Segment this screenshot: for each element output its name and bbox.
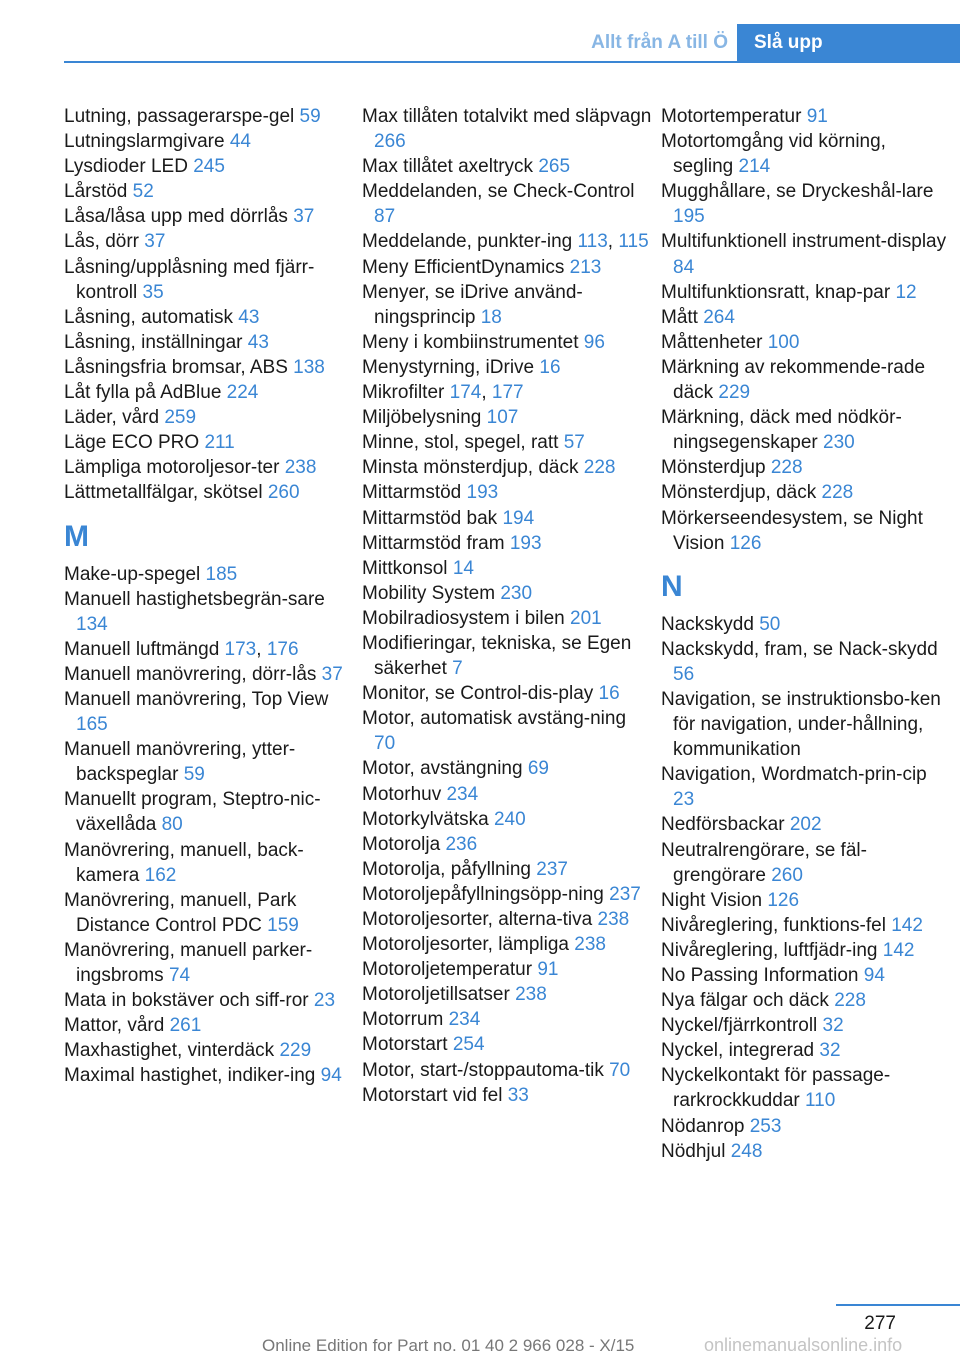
index-entry — [362, 1083, 652, 1108]
index-entry — [362, 506, 652, 531]
index-entry — [362, 355, 652, 380]
index-entry-term: Mattor, vård — [64, 1015, 165, 1037]
index-entry — [64, 204, 354, 229]
index-entry-term: Manövrering, manuell, Park Distance Control PDC — [64, 889, 297, 936]
index-entry — [362, 154, 652, 179]
index-entry-term: Manuellt program, Steptro-nic-växellåda — [64, 789, 321, 836]
index-entry-term: Motorolja — [362, 833, 441, 855]
index-entry — [362, 782, 652, 807]
index-entry — [362, 531, 652, 556]
index-entry-term: Mikrofilter — [362, 382, 445, 404]
index-entry — [362, 1007, 652, 1032]
page-link[interactable]: 113 — [577, 231, 608, 253]
index-entry-term: Manuell manövrering, dörr-lås — [64, 663, 317, 685]
index-entry-term: Motoroljetemperatur — [362, 959, 533, 981]
header-tab[interactable]: Slå upp — [737, 24, 960, 62]
index-entry — [362, 455, 652, 480]
index-entry-term: Menyer, se iDrive använd-ningsprincip — [362, 281, 583, 328]
page-link[interactable]: 50 — [759, 613, 781, 635]
watermark: onlinemanualsonline.info — [704, 1335, 903, 1355]
page-link[interactable]: 126 — [767, 889, 800, 911]
index-entry-term: Mobilradiosystem i bilen — [362, 607, 565, 629]
page-link[interactable]: 91 — [537, 959, 559, 981]
page-link[interactable]: 14 — [452, 557, 474, 579]
index-entry-term: Manuell manövrering, ytter-backspeglar — [64, 739, 296, 786]
index-entry-term: No Passing Information — [661, 965, 859, 986]
page-link[interactable]: 100 — [767, 331, 800, 353]
index-entry-term: Nödhjul — [661, 1140, 726, 1162]
page-link[interactable]: 260 — [267, 482, 300, 504]
index-entry — [64, 405, 354, 430]
index-entry — [661, 762, 951, 812]
index-entry-term: Mugghållare, se Dryckeshål-lare — [661, 181, 934, 203]
index-entry-term: Modifieringar, tekniska, se Egen säkerhet — [362, 632, 632, 680]
index-entry-term: Nivåreglering, luftfjädr-ing — [661, 939, 878, 961]
page-link[interactable]: 260 — [771, 864, 803, 886]
page-link[interactable]: 37 — [293, 206, 315, 228]
index-entry — [661, 838, 951, 888]
index-entry — [661, 480, 951, 505]
page-link[interactable]: 237 — [609, 883, 641, 905]
page-link[interactable]: 87 — [374, 206, 396, 228]
index-entry — [64, 988, 354, 1013]
index-entry — [362, 330, 652, 355]
index-entry — [362, 807, 652, 832]
page-link[interactable]: 236 — [445, 833, 478, 855]
index-entry — [64, 229, 354, 254]
page-link[interactable]: 110 — [805, 1090, 836, 1112]
page-link[interactable]: 195 — [673, 206, 705, 228]
index-entry-term: Motorhuv — [362, 783, 442, 805]
index-entry-term: Multifunktionsratt, knap-par — [661, 281, 891, 303]
index-entry-term: Motor, start-/stoppautoma-tik — [362, 1059, 604, 1081]
page-link[interactable]: 43 — [238, 306, 260, 328]
index-letter-heading: N — [661, 569, 683, 603]
index-entry-term: Manuell hastighetsbegrän-sare — [64, 588, 325, 610]
index-entry-term: Nedförsbackar — [661, 814, 785, 836]
page-link[interactable]: 201 — [570, 607, 602, 629]
index-entry — [661, 405, 951, 455]
page-link[interactable]: 91 — [806, 106, 828, 127]
index-entry — [362, 430, 652, 455]
page-link[interactable]: 69 — [527, 758, 549, 780]
index-column-3 — [661, 104, 951, 1164]
page-link[interactable]: 265 — [538, 156, 571, 178]
index-entry — [64, 355, 354, 380]
index-entry-term: Make-up-spegel — [64, 563, 201, 585]
index-entry — [64, 587, 354, 637]
page-link[interactable]: 176 — [266, 638, 299, 660]
index-entry-term: Motortomgång vid körning, segling — [661, 131, 886, 178]
index-entry-term: Manövrering, manuell, back-kamera — [64, 839, 304, 886]
page-link[interactable]: 162 — [144, 864, 177, 886]
index-entry — [661, 812, 951, 837]
index-entry — [661, 988, 951, 1013]
page-link[interactable]: 202 — [789, 814, 822, 836]
page-link[interactable]: 84 — [673, 256, 695, 278]
page-link[interactable]: 238 — [284, 457, 317, 479]
page-link[interactable]: 230 — [823, 432, 855, 454]
page-link[interactable]: 142 — [891, 914, 923, 936]
index-entry — [362, 882, 652, 907]
index-entry-term: Nackskydd, fram, se Nack-skydd — [661, 638, 938, 660]
page-link[interactable]: 266 — [374, 131, 406, 153]
page-link[interactable]: 194 — [502, 507, 535, 529]
page-link[interactable]: 43 — [247, 331, 269, 353]
page-link[interactable]: 94 — [863, 965, 885, 986]
page-link[interactable]: 238 — [515, 984, 547, 1006]
index-entry — [64, 255, 354, 305]
index-entry-term: Lättmetallfälgar, skötsel — [64, 482, 263, 504]
index-entry-term: Motor, avstängning — [362, 758, 523, 780]
index-entry-term: Låt fylla på AdBlue — [64, 382, 222, 404]
page-link[interactable]: 138 — [293, 356, 325, 378]
index-entry-term: Multifunktionell instrument-display — [661, 231, 947, 253]
index-entry — [64, 179, 354, 204]
page-link[interactable]: 37 — [144, 231, 166, 253]
index-entry — [362, 280, 652, 330]
index-entry — [362, 957, 652, 982]
page-link[interactable]: 234 — [446, 783, 479, 805]
index-entry-term: Mobility System — [362, 582, 496, 604]
index-entry — [661, 280, 951, 305]
index-entry — [661, 305, 951, 330]
page-link[interactable]: 32 — [819, 1040, 841, 1062]
index-entry-term: Mått — [661, 306, 698, 328]
page-number: 277 — [864, 1313, 896, 1334]
index-entry — [64, 787, 354, 837]
index-entry — [661, 104, 951, 129]
index-entry-term: Motor, automatisk avstäng-ning — [362, 708, 627, 730]
index-entry — [64, 888, 354, 938]
page-link[interactable]: 185 — [205, 563, 238, 585]
index-entry — [64, 662, 354, 687]
index-entry — [64, 687, 354, 737]
index-entry — [362, 1058, 652, 1083]
index-entry — [661, 1139, 951, 1164]
index-entry-term: Max tillåten totalvikt med släpvagn — [362, 106, 652, 127]
page-link[interactable]: 94 — [320, 1065, 342, 1087]
index-entry — [64, 104, 354, 129]
page-link[interactable]: 74 — [168, 965, 191, 986]
page-link[interactable]: 224 — [226, 382, 259, 404]
page-link[interactable]: 59 — [299, 106, 321, 127]
page-link[interactable]: 56 — [673, 663, 695, 685]
index-entry — [64, 938, 354, 988]
index-entry — [661, 330, 951, 355]
index-entry-term: Läge ECO PRO — [64, 432, 200, 454]
index-entry — [64, 455, 354, 480]
index-entry-term: Låsning/upplåsning med fjärr-kontroll — [64, 256, 315, 303]
index-entry-term: Mittarmstöd bak — [362, 507, 498, 529]
index-entry — [362, 631, 652, 681]
page-link[interactable]: 238 — [574, 934, 606, 956]
index-entry-term: Mata in bokstäver och siff-ror — [64, 990, 309, 1012]
page-link[interactable]: 228 — [770, 457, 803, 479]
index-entry — [661, 612, 951, 637]
index-entry-term: Nya fälgar och däck — [661, 990, 829, 1012]
page-link[interactable]: 248 — [730, 1140, 763, 1162]
index-entry-term: Lysdioder LED — [64, 156, 188, 178]
page-link[interactable]: 214 — [738, 156, 771, 178]
index-entry-term: Minsta mönsterdjup, däck — [362, 457, 579, 479]
index-entry-term: Mittkonsol — [362, 557, 448, 579]
index-entry — [64, 838, 354, 888]
index-entry — [362, 606, 652, 631]
page-link[interactable]: 52 — [132, 181, 154, 203]
footer-divider — [836, 1304, 960, 1306]
page-link[interactable]: 237 — [536, 858, 568, 880]
page-link[interactable]: 159 — [267, 914, 299, 936]
index-entry — [362, 405, 652, 430]
page-link[interactable]: 33 — [507, 1084, 529, 1106]
header-divider — [64, 61, 960, 63]
index-entry-term: Mörkerseendesystem, se Night Vision — [661, 507, 923, 554]
index-entry — [64, 430, 354, 455]
index-entry — [661, 179, 951, 229]
index-entry — [661, 938, 951, 963]
index-entry-term: Motoroljesorter, alterna-tiva — [362, 909, 593, 930]
index-entry — [362, 756, 652, 781]
index-entry — [64, 1063, 354, 1088]
index-column-1 — [64, 104, 354, 1088]
index-entry-term: Night Vision — [661, 889, 763, 911]
page-link[interactable]: 229 — [279, 1040, 312, 1062]
page-link[interactable]: 238 — [597, 909, 630, 930]
index-entry-term: Manuell manövrering, Top View — [64, 688, 329, 710]
index-entry-term: Nödanrop — [661, 1115, 745, 1137]
page-link[interactable]: 142 — [882, 939, 915, 961]
page-link[interactable]: 115 — [618, 231, 649, 253]
page-link[interactable]: 193 — [509, 532, 542, 554]
index-entry-term: Nivåreglering, funktions-fel — [661, 914, 886, 936]
page-link[interactable]: 230 — [500, 582, 533, 604]
page-link[interactable]: 23 — [313, 990, 336, 1012]
index-entry-term: Motorrum — [362, 1009, 444, 1031]
page-link[interactable]: 23 — [673, 789, 695, 811]
index-letter-heading: M — [64, 519, 89, 553]
index-entry-term: Motoroljepåfyllningsöpp-ning — [362, 883, 604, 905]
index-entry — [661, 888, 951, 913]
index-entry-term: Maxhastighet, vinterdäck — [64, 1040, 275, 1062]
page-link[interactable]: 173 — [224, 638, 257, 660]
index-entry-term: Maximal hastighet, indiker-ing — [64, 1065, 316, 1087]
index-entry-term: Lämpliga motoroljesor-ter — [64, 457, 280, 479]
page-link[interactable]: 59 — [183, 764, 205, 786]
index-entry — [661, 637, 951, 687]
index-entry-term: Motorolja, påfyllning — [362, 858, 531, 880]
index-entry-term: Låsning, automatisk — [64, 306, 233, 328]
index-entry-term: Låsning, inställningar — [64, 331, 243, 353]
page-link[interactable]: 107 — [486, 407, 519, 429]
page-link[interactable]: 261 — [169, 1015, 202, 1037]
index-entry — [362, 681, 652, 706]
page-link[interactable]: 228 — [821, 482, 854, 504]
index-entry-term: Navigation, Wordmatch-prin-cip — [661, 764, 927, 786]
index-entry — [362, 857, 652, 882]
index-entry-term: Märkning av rekommende-rade däck — [661, 356, 926, 404]
page-link[interactable]: 96 — [583, 331, 605, 353]
index-entry — [661, 687, 951, 762]
index-entry-term: Lutningslarmgivare — [64, 131, 225, 153]
page-link[interactable]: 211 — [204, 432, 235, 454]
page-link[interactable]: 240 — [493, 808, 526, 830]
index-entry: Manuell luftmängd 173, 176 — [64, 638, 299, 660]
index-entry — [661, 229, 951, 279]
index-entry-term: Minne, stol, spegel, ratt — [362, 432, 559, 454]
index-entry — [362, 832, 652, 857]
index-entry-term: Monitor, se Control-dis-play — [362, 683, 594, 705]
index-entry-term: Manövrering, manuell parker-ingsbroms — [64, 939, 313, 986]
page-link[interactable]: 126 — [729, 532, 762, 554]
index-entry — [362, 982, 652, 1007]
index-entry — [661, 1013, 951, 1038]
index-entry-term: Nyckelkontakt för passage-rarkrockkuddar — [661, 1065, 891, 1112]
index-entry — [64, 1013, 354, 1038]
page-link[interactable]: 229 — [718, 382, 751, 404]
page-link[interactable]: 228 — [834, 990, 866, 1012]
index-entry: Meddelande, punkter-ing 113, 115 — [362, 231, 649, 253]
index-entry — [661, 355, 951, 405]
index-entry-term: Meddelanden, se Check-Control — [362, 181, 635, 203]
page-link[interactable]: 44 — [229, 131, 251, 153]
index-entry — [661, 1114, 951, 1139]
page-link[interactable]: 7 — [452, 658, 463, 680]
page-link[interactable]: 18 — [480, 306, 502, 328]
index-entry-term: Max tillåtet axeltryck — [362, 156, 534, 178]
page-link[interactable]: 234 — [448, 1009, 481, 1031]
index-entry-term: Nyckel/fjärrkontroll — [661, 1015, 818, 1037]
page-link[interactable]: 12 — [895, 281, 917, 303]
index-entry — [661, 129, 951, 179]
index-entry-term: Miljöbelysning — [362, 407, 482, 429]
index-entry — [362, 706, 652, 756]
page-link[interactable]: 264 — [703, 306, 735, 328]
index-entry — [362, 581, 652, 606]
index-entry — [661, 1063, 951, 1113]
index-entry-term: Meny EfficientDynamics — [362, 256, 565, 278]
page-link[interactable]: 253 — [749, 1115, 782, 1137]
index-entry-term: Neutralrengörare, se fäl-grengörare — [661, 839, 867, 886]
index-entry — [362, 179, 652, 229]
index-entry-term: Lås, dörr — [64, 231, 139, 253]
page-link[interactable]: 16 — [539, 356, 561, 378]
index-entry-term: Mönsterdjup — [661, 457, 766, 479]
index-entry — [661, 913, 951, 938]
index-entry-term: Manuell luftmängd — [64, 638, 220, 660]
index-entry-term: Läder, vård — [64, 407, 160, 429]
index-entry — [362, 480, 652, 505]
page-link[interactable]: 259 — [164, 407, 197, 429]
index-entry — [362, 932, 652, 957]
index-entry — [661, 1038, 951, 1063]
index-entry — [362, 104, 652, 154]
page-link[interactable]: 32 — [822, 1015, 844, 1037]
index-entry — [64, 380, 354, 405]
page-link[interactable]: 174 — [449, 382, 482, 404]
index-entry-term: Motoroljetillsatser — [362, 984, 510, 1006]
page-link[interactable]: 70 — [609, 1059, 631, 1081]
index-entry: Mikrofilter 174, 177 — [362, 382, 524, 404]
page-link[interactable]: 213 — [569, 256, 602, 278]
index-entry-term: Menystyrning, iDrive — [362, 356, 535, 378]
page-link[interactable]: 177 — [491, 382, 524, 404]
index-entry-term: Motorstart — [362, 1034, 448, 1056]
index-entry-term: Mittarmstöd fram — [362, 532, 505, 554]
index-entry — [362, 556, 652, 581]
index-column-2 — [362, 104, 652, 1108]
index-entry — [362, 255, 652, 280]
index-entry — [64, 737, 354, 787]
index-entry-term: Meny i kombiinstrumentet — [362, 331, 579, 353]
index-entry-term: Meddelande, punkter-ing — [362, 231, 573, 253]
index-entry — [64, 330, 354, 355]
index-entry-term: Låsa/låsa upp med dörrlås — [64, 206, 288, 228]
index-entry — [661, 963, 951, 988]
page-link[interactable]: 35 — [142, 281, 164, 303]
index-entry-term: Motortemperatur — [661, 106, 802, 127]
index-entry-term: Navigation, se instruktionsbo-ken för navigation, under-hållning, kommunikation — [661, 688, 941, 761]
index-entry — [64, 154, 354, 179]
page-link[interactable]: 228 — [583, 457, 616, 479]
index-entry-term: Motorkylvätska — [362, 808, 489, 830]
index-entry — [64, 305, 354, 330]
index-entry — [64, 129, 354, 154]
index-entry-term: Nyckel, integrerad — [661, 1040, 815, 1062]
index-entry — [64, 480, 354, 505]
index-entry — [64, 1038, 354, 1063]
index-entry — [661, 455, 951, 480]
page-link[interactable]: 165 — [76, 714, 108, 736]
page-link[interactable]: 134 — [76, 613, 108, 635]
index-entry-term: Lårstöd — [64, 181, 128, 203]
edition-footer: Online Edition for Part no. 01 40 2 966 028 - X/15 — [262, 1336, 635, 1355]
index-entry-term: Motorstart vid fel — [362, 1084, 503, 1106]
page-link[interactable]: 70 — [374, 733, 396, 755]
page-link[interactable]: 16 — [598, 683, 620, 705]
index-entry-term: Måttenheter — [661, 331, 763, 353]
index-entry-term: Motoroljesorter, lämpliga — [362, 934, 569, 956]
page-link[interactable]: 57 — [563, 432, 585, 454]
index-entry — [64, 562, 354, 587]
page-link[interactable]: 193 — [466, 482, 499, 504]
index-entry — [362, 1032, 652, 1057]
page-link[interactable]: 254 — [452, 1034, 485, 1056]
index-entry-term: Nackskydd — [661, 613, 754, 635]
page-link[interactable]: 80 — [161, 814, 183, 836]
header-section-title: Allt från A till Ö — [591, 32, 728, 53]
index-entry-term: Mittarmstöd — [362, 482, 462, 504]
page-link[interactable]: 245 — [193, 156, 225, 178]
index-entry-term: Lutning, passagerarspe-gel — [64, 106, 295, 127]
index-entry — [362, 907, 652, 932]
index-entry-term: Mönsterdjup, däck — [661, 482, 817, 504]
page-link[interactable]: 37 — [321, 663, 343, 685]
index-entry — [661, 506, 951, 556]
index-entry-term: Låsningsfria bromsar, ABS — [64, 356, 288, 378]
index-entry-term: Märkning, däck med nödkör-ningsegenskaper — [661, 407, 902, 454]
